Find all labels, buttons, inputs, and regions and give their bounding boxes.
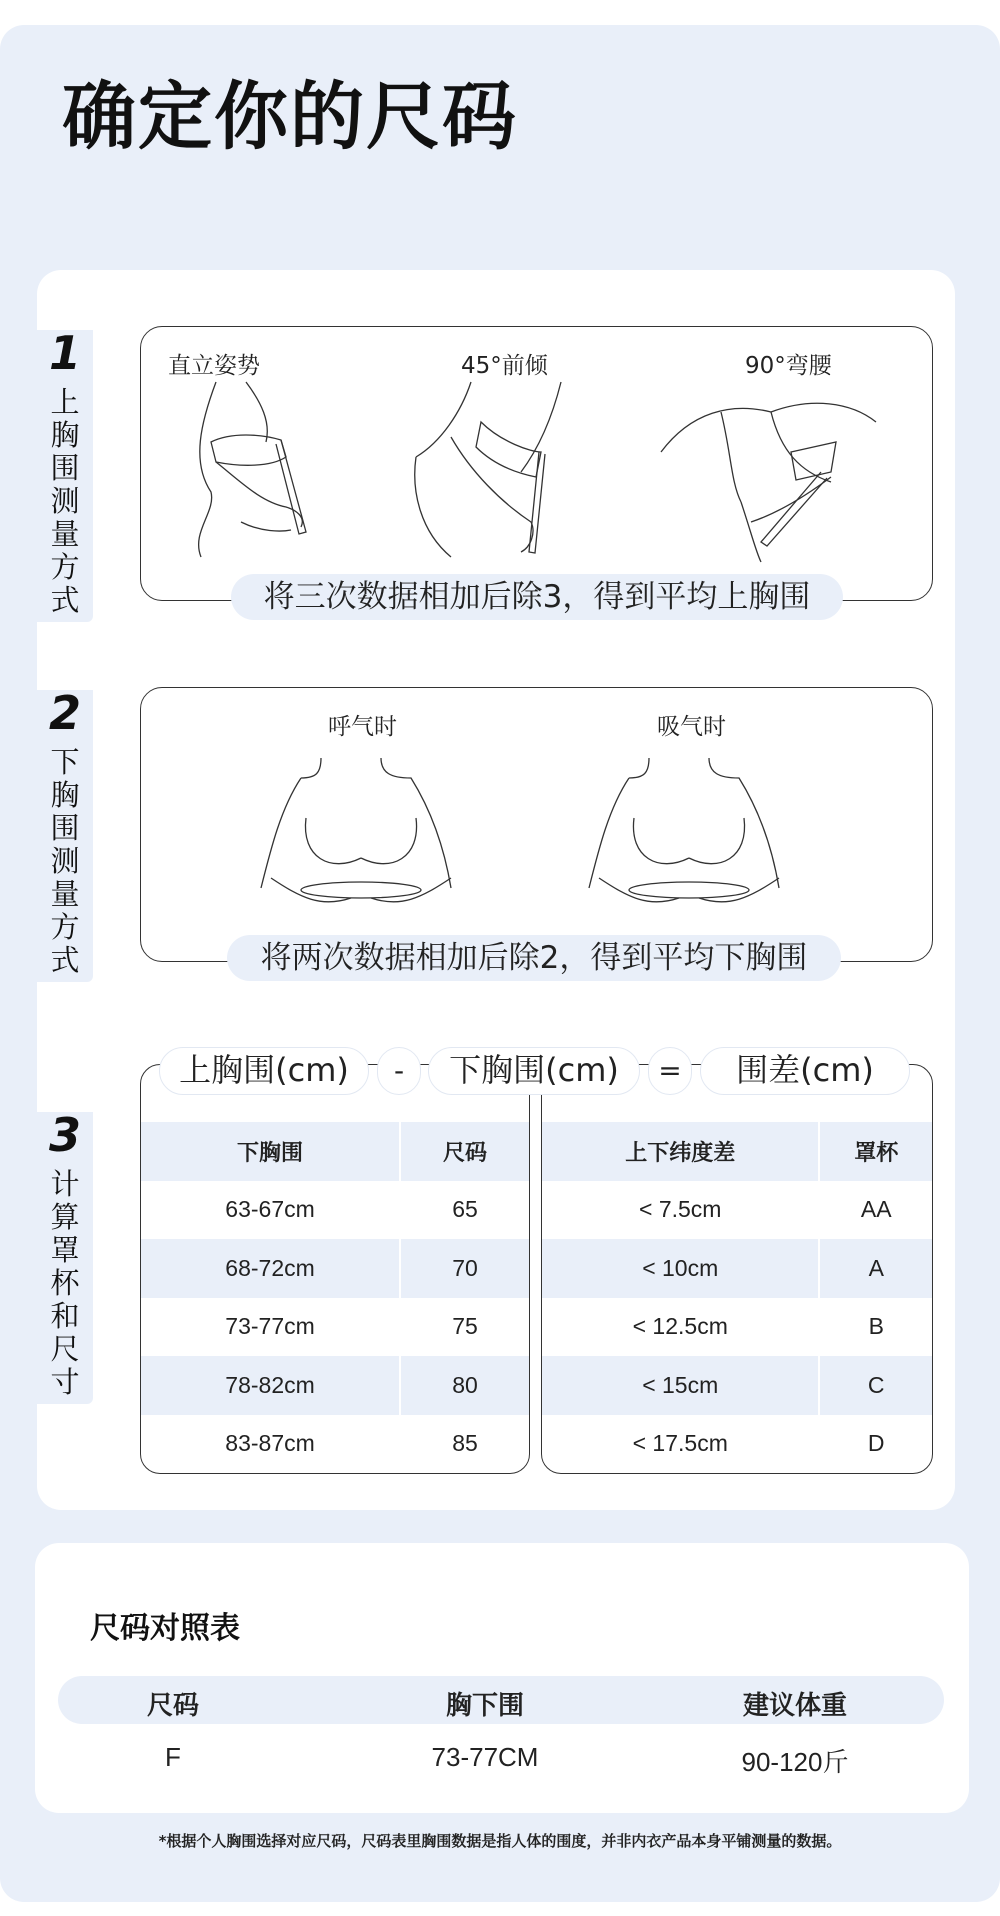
pose-label-inhale: 吸气时 (657, 714, 726, 740)
cup-size: AA (819, 1181, 932, 1240)
cup-size-table (541, 1064, 933, 1474)
section3-number: 3 (48, 1108, 81, 1162)
header-band-size: 尺码 (400, 1122, 529, 1181)
band-range: 78-82cm (141, 1356, 400, 1415)
pose-label-exhale: 呼气时 (328, 714, 397, 740)
header-difference: 上下纬度差 (542, 1122, 819, 1181)
table-row (141, 1239, 529, 1298)
lean-pose-illustration (411, 382, 591, 562)
cup-size: C (819, 1356, 932, 1415)
table-header-row (542, 1122, 932, 1181)
standing-pose-illustration (171, 382, 331, 562)
formula-minus: - (377, 1047, 421, 1095)
difference-range: < 12.5cm (632, 1313, 728, 1340)
size-chart-title: 尺码对照表 (90, 1611, 240, 1646)
table-row (542, 1239, 932, 1298)
size-chart-header-size: 尺码 (146, 1691, 199, 1721)
band-size: 75 (400, 1298, 529, 1357)
size-chart-value-weight: 90-120斤 (741, 1747, 849, 1777)
band-size-table (140, 1064, 530, 1474)
formula-equals: = (648, 1047, 692, 1095)
band-size: 70 (400, 1239, 529, 1298)
section1-number: 1 (48, 326, 81, 380)
section1-label: 上胸围测量方式 (50, 385, 80, 617)
formula-upper-bust: 上胸围(cm) (159, 1047, 369, 1095)
inhale-illustration (589, 758, 789, 918)
section2-tab (37, 686, 93, 982)
table-row (542, 1181, 932, 1240)
section1-tab (37, 326, 93, 622)
table-row (141, 1415, 529, 1474)
table-row (141, 1181, 529, 1240)
band-range: 63-67cm (225, 1196, 315, 1223)
header-cup: 罩杯 (819, 1122, 932, 1181)
pose-label-lean-45: 45°前倾 (461, 353, 548, 379)
section3-label: 计算罩杯和尺寸 (50, 1167, 80, 1399)
upper-bust-panel (140, 326, 933, 601)
difference-range: < 10cm (542, 1239, 819, 1298)
under-bust-panel (140, 687, 933, 962)
size-chart-value-size: F (165, 1742, 181, 1772)
band-size: 85 (400, 1415, 529, 1474)
difference-range: < 15cm (542, 1356, 819, 1415)
cup-size: A (819, 1239, 932, 1298)
band-range: 68-72cm (141, 1239, 400, 1298)
cup-size: B (819, 1298, 932, 1357)
table-row (542, 1298, 932, 1357)
difference-range: < 17.5cm (632, 1430, 728, 1457)
pose-label-bend-90: 90°弯腰 (745, 353, 832, 379)
cup-size: D (819, 1415, 932, 1474)
band-range: 83-87cm (225, 1430, 315, 1457)
section3-tab (37, 1108, 93, 1404)
pose-label-standing: 直立姿势 (168, 353, 260, 379)
size-chart-header-under-bust: 胸下围 (445, 1691, 524, 1721)
formula-difference: 围差(cm) (700, 1047, 910, 1095)
under-bust-note: 将两次数据相加后除2，得到平均下胸围 (227, 935, 841, 981)
header-under-bust: 下胸围 (141, 1122, 400, 1181)
page-title: 确定你的尺码 (62, 74, 518, 160)
table-row (542, 1356, 932, 1415)
size-chart-value-under-bust: 73-77CM (431, 1742, 539, 1772)
bend-pose-illustration (661, 392, 881, 562)
formula-under-bust: 下胸围(cm) (428, 1047, 640, 1095)
section2-number: 2 (48, 686, 81, 740)
table-row (141, 1356, 529, 1415)
difference-range: < 7.5cm (639, 1196, 722, 1223)
upper-bust-note: 将三次数据相加后除3，得到平均上胸围 (231, 574, 843, 620)
table-header-row (141, 1122, 529, 1181)
band-range: 73-77cm (225, 1313, 315, 1340)
exhale-illustration (261, 758, 461, 918)
table-row (141, 1298, 529, 1357)
section2-label: 下胸围测量方式 (50, 745, 80, 977)
size-chart-header-weight: 建议体重 (742, 1691, 847, 1721)
footnote: *根据个人胸围选择对应尺码，尺码表里胸围数据是指人体的围度，并非内衣产品本身平铺测量的数据。 (158, 1832, 842, 1850)
band-size: 80 (400, 1356, 529, 1415)
band-size: 65 (400, 1181, 529, 1240)
table-row (542, 1415, 932, 1474)
